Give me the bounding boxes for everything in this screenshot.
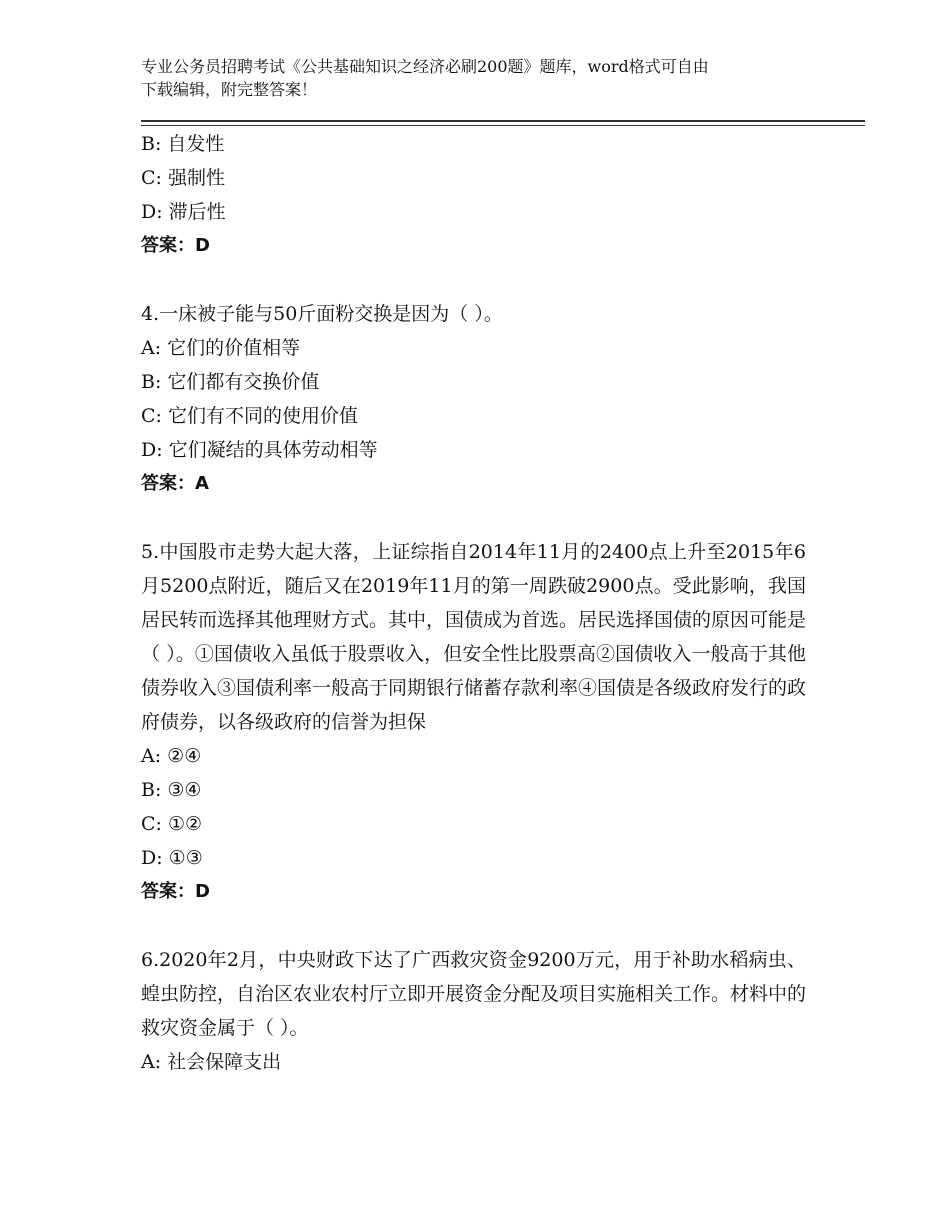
- option-b: B: 自发性: [141, 133, 225, 155]
- question-5-block: [141, 535, 806, 909]
- header-line-2: 下载编辑，附完整答案！: [141, 80, 318, 99]
- document-header: [141, 55, 831, 101]
- option-c: C: 它们有不同的使用价值: [141, 405, 358, 427]
- option-c: C: ①②: [141, 813, 203, 835]
- question-text: 6.2020年2月，中央财政下达了广西救灾资金9200万元，用于补助水稻病虫、蝗虫防控，自治区农业农村厅立即开展资金分配及项目实施相关工作。材料中的救灾资金属于（ ）。: [141, 949, 807, 1039]
- question-4-block: [141, 297, 806, 501]
- option-a: A: 社会保障支出: [141, 1051, 282, 1073]
- option-b: B: 它们都有交换价值: [141, 371, 320, 393]
- question-content: [141, 127, 806, 1079]
- question-text: 4.一床被子能与50斤面粉交换是因为（ ）。: [141, 303, 503, 325]
- header-line-1: 专业公务员招聘考试《公共基础知识之经济必刷200题》题库，word格式可自由: [141, 57, 709, 76]
- answer: 答案：D: [141, 881, 210, 902]
- option-a: A: ②④: [141, 745, 202, 767]
- header-rule-thin: [141, 125, 865, 126]
- option-d: D: 滞后性: [141, 201, 226, 223]
- question-3-block: [141, 127, 806, 263]
- answer: 答案：A: [141, 473, 209, 494]
- option-c: C: 强制性: [141, 167, 225, 189]
- option-a: A: 它们的价值相等: [141, 337, 301, 359]
- answer: 答案：D: [141, 235, 210, 256]
- option-d: D: ①③: [141, 847, 203, 869]
- header-rule-thick: [141, 120, 865, 122]
- option-b: B: ③④: [141, 779, 202, 801]
- question-6-block: [141, 943, 806, 1079]
- option-d: D: 它们凝结的具体劳动相等: [141, 439, 378, 461]
- question-text: 5.中国股市走势大起大落，上证综指自2014年11月的2400点上升至2015年6月5200点附近，随后又在2019年11月的第一周跌破2900点。受此影响，我国居民转而选择其他理财方式。其中，国债成为首选。居民选择国债的原因可能是（ ）。①国债收入虽低于股票收入，但安全性比股票高②国债收入一般高于其他债券收入③国债利率一般高于同期银行储蓄存款利率④国债是各级政府发行的政府债券，以各级政府的信誉为担保: [141, 541, 807, 733]
